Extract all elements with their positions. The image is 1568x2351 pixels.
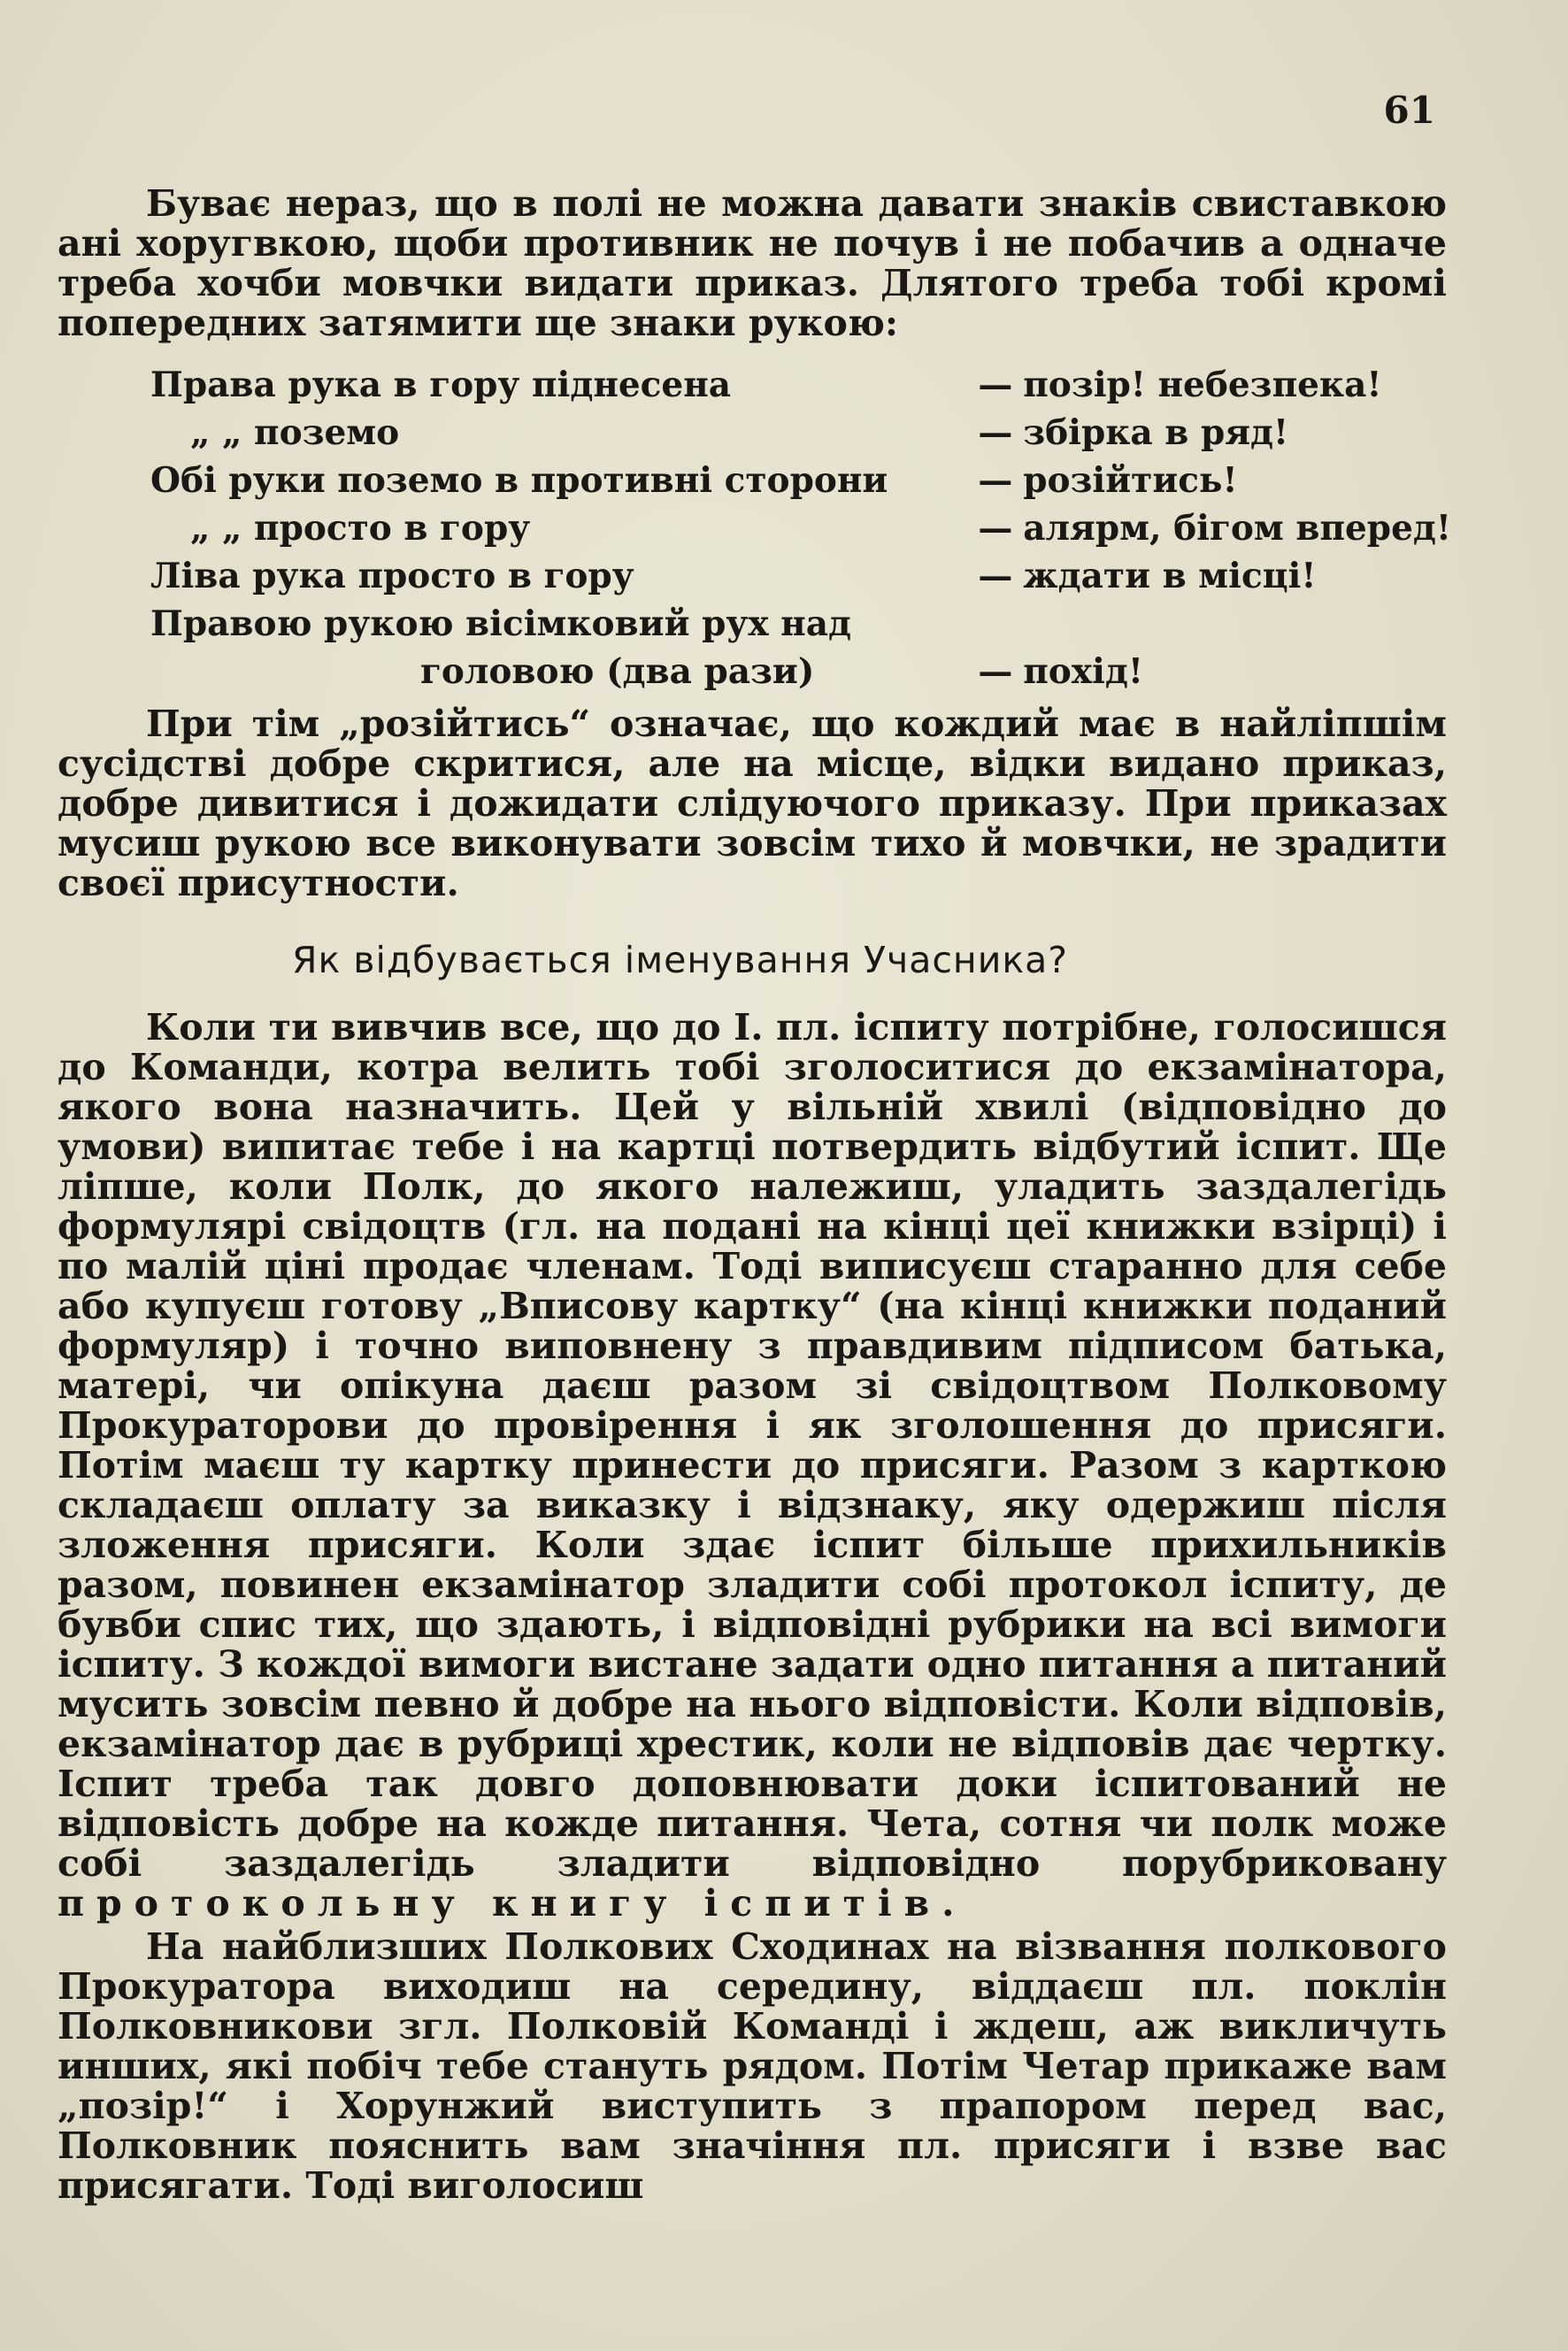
protocol-book-phrase: протокольну книгу іспитів. [58, 1882, 967, 1925]
signal-meaning: алярм, бігом вперед! [1023, 508, 1451, 549]
signal-gesture: „ „ поземо [190, 412, 400, 453]
signal-dash: — [978, 651, 1013, 692]
signal-dash: — [978, 460, 1013, 501]
paragraph-meeting: На найблизших Полкових Сходинах на візвання полкового Прокуратора виходиш на середину, віддаєш пл. поклін Полковникови згл. Полковій Команді і ждеш, аж викличуть инших, які побіч тебе стануть рядом. Потім Четар прикаже вам „позір!“ і Хорунжий виступить з прапором перед вас, Полковник пояснить вам значіння пл. присяги і взве вас присягати. Тоді виголосиш [58, 1925, 1447, 2207]
paragraph-intro: Буває нераз, що в полі не можна давати знаків свиставкою ані хоругвкою, щоби противник не почув і не побачив а одначе треба хочби мовчки видати приказ. Длятого треба тобі кромі попередних затямити ще знаки рукою: [58, 182, 1447, 344]
signal-gesture: головою (два рази) [420, 651, 815, 692]
signal-meaning: ждати в місці! [1023, 556, 1317, 596]
page-number: 61 [1383, 88, 1435, 132]
paragraph-exam [58, 1008, 1447, 1924]
signal-meaning: розійтись! [1023, 460, 1238, 501]
signal-row [150, 457, 1451, 504]
signal-gesture: Обі руки поземо в противні сторони [150, 460, 888, 501]
signal-row [150, 600, 1451, 648]
signal-dash: — [978, 556, 1013, 596]
signal-dash: — [978, 412, 1013, 453]
paragraph-disperse: При тім „розійтись“ означає, що кождий має в найліпшім сусідстві добре скритися, але на місце, відки видано приказ, добре дивитися і дожидати слідуючого приказу. При приказах мусиш рукою все виконувати зовсім тихо й мовчки, не зрадити своєї присутности. [58, 703, 1447, 904]
signal-row [150, 504, 1451, 552]
hand-signals-table [150, 361, 1451, 695]
section-heading: Як відбувається іменування Учасника? [292, 939, 1069, 981]
signal-meaning: позір! небезпека! [1023, 365, 1382, 405]
signal-row [150, 361, 1451, 409]
paragraph-exam-text: Коли ти вивчив все, що до І. пл. іспиту потрібне, голосишся до Команди, котра велить тобі зголоситися до екзамінатора, якого вона назначить. Цей у вільній хвилі (відповідно до умови) випитає тебе і на картці потвердить відбутий іспит. Ще ліпше, коли Полк, до якого належиш, уладить заздалегідь формулярі свідоцтв (гл. на подані на кінці цеї книжки взірці) і по малій ціні продає членам. Тоді виписуєш старанно для себе або купуєш готову „Вписову картку“ (на кінці книжки поданий формуляр) і точно виповнену з правдивим підписом батька, матері, чи опікуна даєш разом зі свідоцтвом Полковому Прокураторови до провірення і як зголошення до присяги. Потім маєш ту картку принести до присяги. Разом з карткою складаєш оплату за виказку і відзнаку, яку одержиш після зложення присяги. Коли здає іспит більше прихильників разом, повинен екзамінатор зладити собі протокол іспиту, де бувби спис тих, що здають, і відповідні рубрики на всі вимоги іспиту. З кождої вимоги вистане задати одно питання а питаний мусить зовсім певно й добре на нього відповісти. Коли відповів, екзамінатор дає в рубриці хрестик, коли не відповів дає чертку. Іспит треба так довго доповнювати доки іспитований не відповість добре на кожде питання. Чета, сотня чи полк може собі заздалегідь зладити відповідно порубриковану [58, 1006, 1447, 1885]
signal-row [150, 409, 1451, 457]
signal-gesture: Правою рукою вісімковий рух над [150, 603, 851, 644]
signal-dash [978, 600, 1023, 648]
signal-gesture: „ „ просто в гору [190, 508, 531, 549]
signal-meaning [1023, 600, 1451, 648]
signal-row [150, 648, 1451, 695]
signal-row [150, 552, 1451, 600]
signal-meaning: збірка в ряд! [1023, 412, 1289, 453]
signal-gesture: Права рука в гору піднесена [150, 365, 732, 405]
signal-gesture: Ліва рука просто в гору [150, 556, 634, 596]
signal-dash: — [978, 508, 1013, 549]
signal-meaning: похід! [1023, 651, 1144, 692]
signal-dash: — [978, 365, 1013, 405]
